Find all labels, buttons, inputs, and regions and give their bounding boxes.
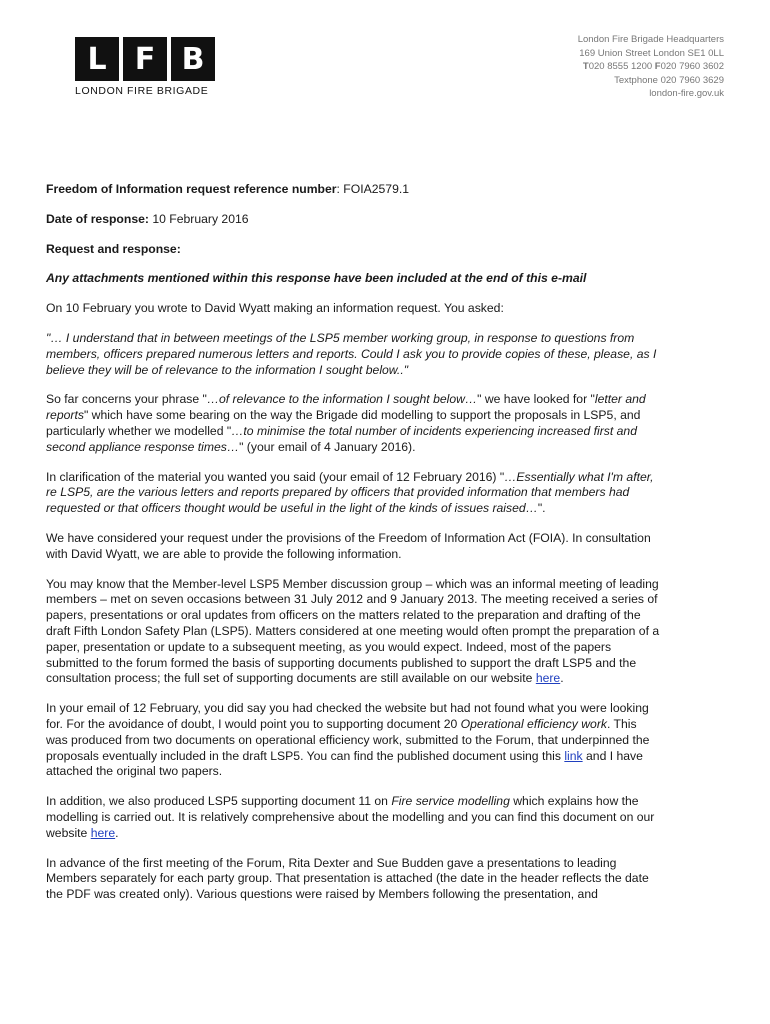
reference-label: Freedom of Information request reference number (46, 182, 337, 196)
phone-label: T (582, 61, 589, 72)
logo-letter-f: F (123, 37, 167, 81)
paragraph-3 (46, 392, 661, 455)
paragraph-9: In advance of the first meeting of the Forum, Rita Dexter and Sue Budden gave a presentations to leading Members separately for each party group. That presentation is attached (the date in the header reflects the date the PDF was created only). Various questions were raised by Members following the presentation, and (46, 855, 649, 902)
p7-text-c: . This was produced from two documents on operational efficiency work, submitted to the Forum, that underpinned the proposals eventually included in the draft LSP5. You can find the published document using this (46, 716, 650, 763)
hq-phone-fax (578, 60, 724, 74)
p7-text-a: In your email of 12 February, you did say you had checked the website but had not found what you were looking for. For the avoidance of doubt, I would point you to supporting document 20 (46, 701, 649, 731)
modelling-here-link[interactable]: here (90, 825, 116, 840)
reference-line (46, 182, 661, 198)
date-label: Date of response: (46, 211, 149, 226)
fax-label: F (654, 61, 661, 72)
logo-letter-l: L (75, 37, 119, 81)
hq-website: london-fire.gov.uk (649, 88, 724, 99)
p4-text-a: In clarification of the material you wanted you said (your email of 12 February 2016) " (46, 469, 505, 484)
p7-text-d: and I have attached the original two papers. (46, 748, 643, 779)
paragraph-8 (46, 794, 661, 841)
p3-text-e: " which have some bearing on the way the Brigade did modelling to support the proposals in LSP5, and particularly whether we modelled " (46, 408, 641, 438)
date-value: 10 February 2016 (148, 211, 249, 226)
paragraph-1: On 10 February you wrote to David Wyatt making an information request. You asked: (46, 301, 504, 316)
letter-body (46, 182, 661, 917)
hq-address (578, 33, 724, 101)
p3-quote-f: …to minimise the total number of incidents experiencing increased first and second appliance response times… (46, 423, 637, 454)
p6-text-a: You may know that the Member-level LSP5 Member discussion group – which was an informal meeting of leading members – met on seven occasions between 31 July 2012 and 9 January 2013. The meeting received a series of papers, presentations or oral updates from officers on the matters related to the preparation and drafting of the draft Fifth London Safety Plan (LSP5). Matters considered at one meeting would often prompt the preparation of a paper, presentation or update to a subsequent meeting, as you would expect. Indeed, most of the papers submitted to the forum formed the basis of supporting documents published to support the draft LSP5 and the consultation process; the full set of supporting documents are still available on our website (46, 576, 660, 686)
p3-text-a: So far concerns your phrase " (46, 392, 207, 407)
fax-number: 020 7960 3602 (660, 61, 724, 72)
logo-letter-b: B (171, 37, 215, 81)
p3-quote-d: letter and reports (46, 392, 646, 423)
date-line (46, 212, 661, 228)
p4-quote-b: …Essentially what I'm after, re LSP5, are the various letters and reports prepared by officers that provided information that members had requested or that officers thought would be useful in the light of the kinds of issues raised… (46, 469, 654, 516)
p8-text-d: . (115, 825, 119, 840)
attachments-note: Any attachments mentioned within this response have been included at the end of this e-mail (46, 271, 587, 286)
phone-number: 020 8555 1200 (588, 61, 653, 72)
reference-value: : FOIA2579.1 (336, 182, 410, 196)
p7-doc-title: Operational efficiency work (460, 716, 607, 731)
quoted-request: "… I understand that in between meetings of the LSP5 member working group, in response to questions from members, officers prepared numerous letters and reports. Could I ask you to provide copies of these, please, as I believe they will be of relevance to the information I sought below.." (46, 330, 657, 377)
request-heading: Request and response: (46, 241, 181, 256)
paragraph-5: We have considered your request under the provisions of the Freedom of Information Act (FOIA). In consultation with David Wyatt, we are able to provide the following information. (46, 530, 651, 561)
logo-letter-boxes (75, 37, 215, 81)
p6-text-b: . (560, 671, 564, 686)
document-link[interactable]: link (564, 748, 583, 763)
website-here-link[interactable]: here (535, 671, 561, 686)
p3-text-c: " we have looked for " (477, 392, 595, 407)
p3-quote-b: …of relevance to the information I sought below… (206, 392, 478, 407)
hq-textphone: Textphone 020 7960 3629 (614, 74, 724, 86)
paragraph-4 (46, 470, 661, 517)
logo-subtitle: LONDON FIRE BRIGADE (75, 85, 209, 97)
p8-text-a: In addition, we also produced LSP5 supporting document 11 on (46, 794, 392, 809)
paragraph-7 (46, 701, 661, 780)
hq-name: London Fire Brigade Headquarters (577, 34, 724, 45)
lfb-logo (75, 37, 215, 97)
paragraph-6 (46, 577, 661, 688)
p8-doc-title: Fire service modelling (391, 794, 510, 809)
p8-text-c: which explains how the modelling is carried out. It is relatively comprehensive about the modelling and you can find this document on our website (46, 794, 655, 840)
hq-street: 169 Union Street London SE1 0LL (579, 47, 724, 59)
p3-text-g: " (your email of 4 January 2016). (239, 439, 416, 454)
p4-text-c: ". (537, 501, 546, 516)
